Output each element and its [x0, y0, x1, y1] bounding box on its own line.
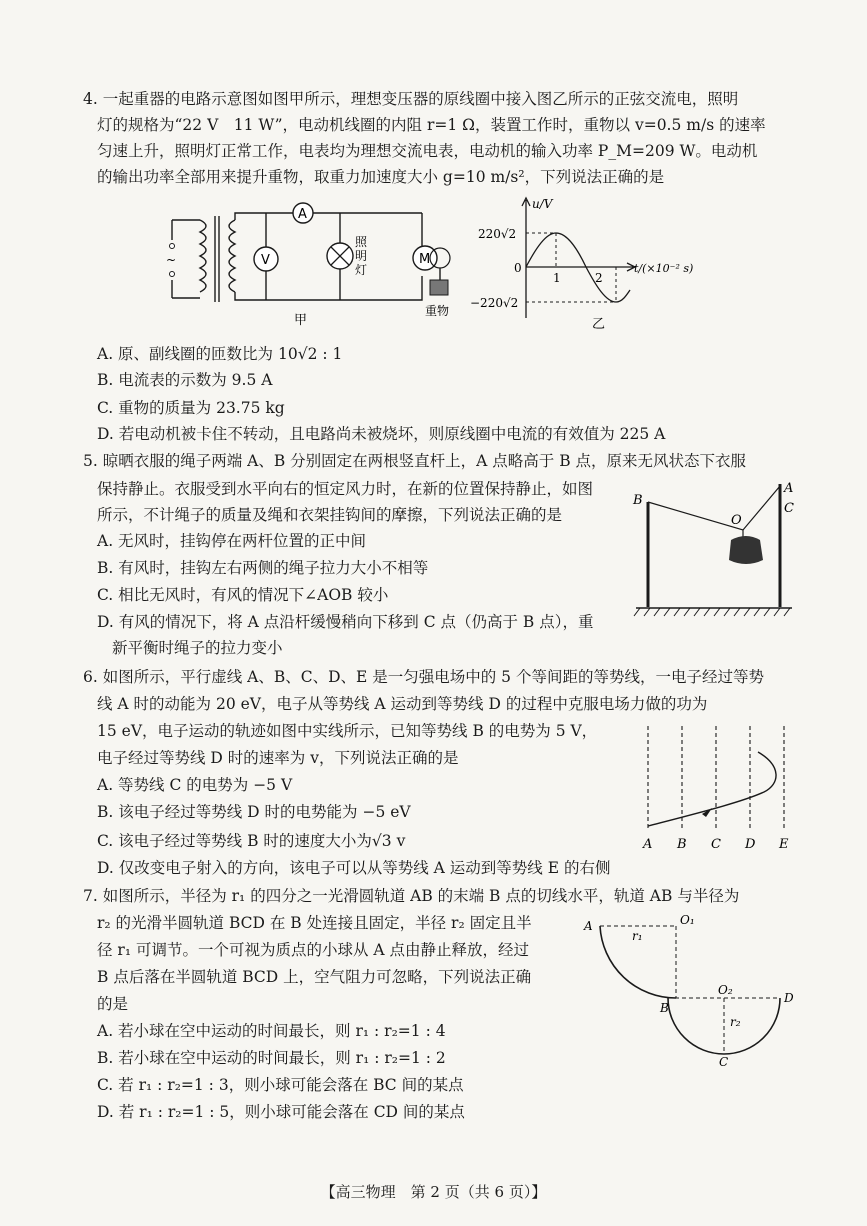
- svg-text:C: C: [711, 837, 721, 852]
- svg-text:1: 1: [553, 271, 561, 285]
- svg-text:灯: 灯: [355, 263, 368, 277]
- q5-option-a: A. 无风时，挂钩停在两杆位置的正中间: [97, 532, 367, 550]
- q5-option-c: C. 相比无风时，有风的情况下∠AOB 较小: [97, 586, 389, 604]
- svg-text:−220√2: −220√2: [470, 296, 519, 310]
- page-footer: 【高三物理 第 2 页（共 6 页）】: [320, 1183, 547, 1201]
- svg-text:A: A: [643, 837, 653, 852]
- svg-text:0: 0: [514, 261, 522, 275]
- ground-hatch: [634, 608, 790, 616]
- q4-stem-line-4: 的输出功率全部用来提升重物，取重力加速度大小 g=10 m/s²，下列说法正确的是: [97, 168, 665, 186]
- secondary-coil: [229, 220, 235, 292]
- q5-option-d-1: D. 有风的情况下，将 A 点沿杆缓慢稍向下移到 C 点（仍高于 B 点），重: [97, 613, 594, 631]
- q6-stem-line-4: 电子经过等势线 D 时的速率为 v，下列说法正确的是: [97, 749, 459, 767]
- svg-text:220√2: 220√2: [478, 227, 517, 241]
- svg-text:D: D: [745, 837, 756, 852]
- q4-option-b: B. 电流表的示数为 9.5 A: [97, 371, 273, 389]
- x-axis: [526, 263, 635, 271]
- q4-option-c: C. 重物的质量为 23.75 kg: [97, 399, 285, 417]
- q4-voltage-graph: [470, 192, 720, 334]
- svg-text:乙: 乙: [592, 317, 606, 332]
- q5-stem-line-2: 保持静止。衣服受到水平向右的恒定风力时，在新的位置保持静止，如图: [97, 480, 594, 498]
- q7-option-c: C. 若 r₁ : r₂=1 : 3，则小球可能会落在 BC 间的某点: [97, 1076, 464, 1094]
- svg-text:O₁: O₁: [680, 913, 695, 927]
- svg-text:~: ~: [166, 253, 177, 267]
- svg-text:O₂: O₂: [718, 983, 733, 997]
- q7-option-b: B. 若小球在空中运动的时间最长，则 r₁ : r₂=1 : 2: [97, 1049, 446, 1067]
- q6-option-b: B. 该电子经过等势线 D 时的电势能为 −5 eV: [97, 803, 411, 821]
- q5-option-b: B. 有风时，挂钩左右两侧的绳子拉力大小不相等: [97, 559, 429, 577]
- q6-stem-line-1: 6. 如图所示，平行虚线 A、B、C、D、E 是一匀强电场中的 5 个等间距的等势线，一电子经过等势: [83, 668, 764, 686]
- y-axis: [522, 198, 530, 318]
- svg-text:重物: 重物: [425, 304, 450, 318]
- clothes-icon: [729, 536, 763, 564]
- q5-stem-line-1: 5. 晾晒衣服的绳子两端 A、B 分别固定在两根竖直杆上，A 点略高于 B 点，原来无风状态下衣服: [83, 452, 747, 470]
- q7-track-figure: [582, 908, 802, 1068]
- trajectory-arrow: [702, 808, 712, 817]
- rope: [648, 486, 780, 530]
- svg-text:C: C: [784, 501, 794, 516]
- q7-stem-line-4: B 点后落在半圆轨道 BCD 上，空气阻力可忽略，下列说法正确: [97, 968, 532, 986]
- q6-option-d: D. 仅改变电子射入的方向，该电子可以从等势线 A 运动到等势线 E 的右侧: [97, 859, 611, 877]
- svg-text:u/V: u/V: [532, 197, 553, 211]
- primary-coil: [200, 220, 206, 292]
- q5-stem-line-3: 所示，不计绳子的质量及绳和衣架挂钩间的摩擦，下列说法正确的是: [97, 506, 563, 524]
- svg-text:A: A: [584, 919, 593, 933]
- svg-text:O: O: [731, 513, 742, 528]
- svg-text:M: M: [419, 252, 431, 267]
- svg-text:A: A: [784, 481, 794, 496]
- svg-text:D: D: [784, 991, 794, 1005]
- svg-text:B: B: [677, 837, 687, 852]
- svg-text:A: A: [298, 207, 307, 222]
- q6-stem-line-3: 15 eV，电子运动的轨迹如图中实线所示，已知等势线 B 的电势为 5 V，: [97, 722, 598, 740]
- q7-option-d: D. 若 r₁ : r₂=1 : 5，则小球可能会落在 CD 间的某点: [97, 1103, 465, 1121]
- q4-stem-line-1: 4. 一起重器的电路示意图如图甲所示，理想变压器的原线圈中接入图乙所示的正弦交流电，照明: [83, 90, 739, 108]
- q4-option-d: D. 若电动机被卡住不转动，且电路尚未被烧坏，则原线圈中电流的有效值为 225 A: [97, 425, 666, 443]
- q7-stem-line-5: 的是: [97, 995, 129, 1013]
- svg-text:B: B: [633, 493, 643, 508]
- primary-wire: [172, 220, 200, 298]
- q6-option-c: C. 该电子经过等势线 B 时的速度大小为√3 v: [97, 832, 406, 850]
- svg-text:2: 2: [595, 271, 603, 285]
- q5-clothesline-figure: [628, 472, 798, 622]
- q5-option-d-2: 新平衡时绳子的拉力变小: [112, 639, 283, 657]
- svg-text:r₁: r₁: [632, 929, 643, 943]
- electron-trajectory: [648, 752, 776, 826]
- svg-text:C: C: [719, 1055, 729, 1068]
- q7-stem-line-2: r₂ 的光滑半圆轨道 BCD 在 B 处连接且固定，半径 r₂ 固定且半: [97, 914, 532, 932]
- svg-text:V: V: [261, 253, 270, 268]
- weight-block: [430, 280, 448, 295]
- q6-option-a: A. 等势线 C 的电势为 −5 V: [97, 776, 293, 794]
- q7-option-a: A. 若小球在空中运动的时间最长，则 r₁ : r₂=1 : 4: [97, 1022, 446, 1040]
- q4-stem-line-3: 匀速上升，照明灯正常工作，电表均为理想交流电表，电动机的输入功率 P_M=209 W。电动机: [97, 142, 758, 160]
- q7-stem-line-1: 7. 如图所示，半径为 r₁ 的四分之一光滑圆轨道 AB 的末端 B 点的切线水平，轨道 AB 与半径为: [83, 887, 740, 905]
- q4-option-a: A. 原、副线圈的匝数比为 10√2 : 1: [97, 345, 343, 363]
- q6-stem-line-2: 线 A 时的动能为 20 eV，电子从等势线 A 运动到等势线 D 的过程中克服电场力做的功为: [97, 695, 708, 713]
- svg-text:明: 明: [355, 249, 368, 263]
- q6-equipotential-figure: [632, 722, 802, 854]
- svg-text:E: E: [779, 837, 789, 852]
- lamp-icon: [327, 243, 353, 269]
- q4-circuit-figure: [160, 198, 470, 328]
- svg-text:甲: 甲: [294, 313, 308, 328]
- core-lines: [215, 216, 219, 302]
- q7-stem-line-3: 径 r₁ 可调节。一个可视为质点的小球从 A 点由静止释放，经过: [97, 941, 530, 959]
- svg-text:t/(×10⁻² s): t/(×10⁻² s): [634, 262, 694, 275]
- svg-text:r₂: r₂: [730, 1015, 741, 1029]
- svg-text:照: 照: [355, 235, 368, 249]
- svg-text:B: B: [660, 1001, 669, 1015]
- q4-stem-line-2: 灯的规格为“22 V 11 W”，电动机线圈的内阻 r=1 Ω，装置工作时，重物以 v=0.5 m/s 的速率: [97, 116, 766, 134]
